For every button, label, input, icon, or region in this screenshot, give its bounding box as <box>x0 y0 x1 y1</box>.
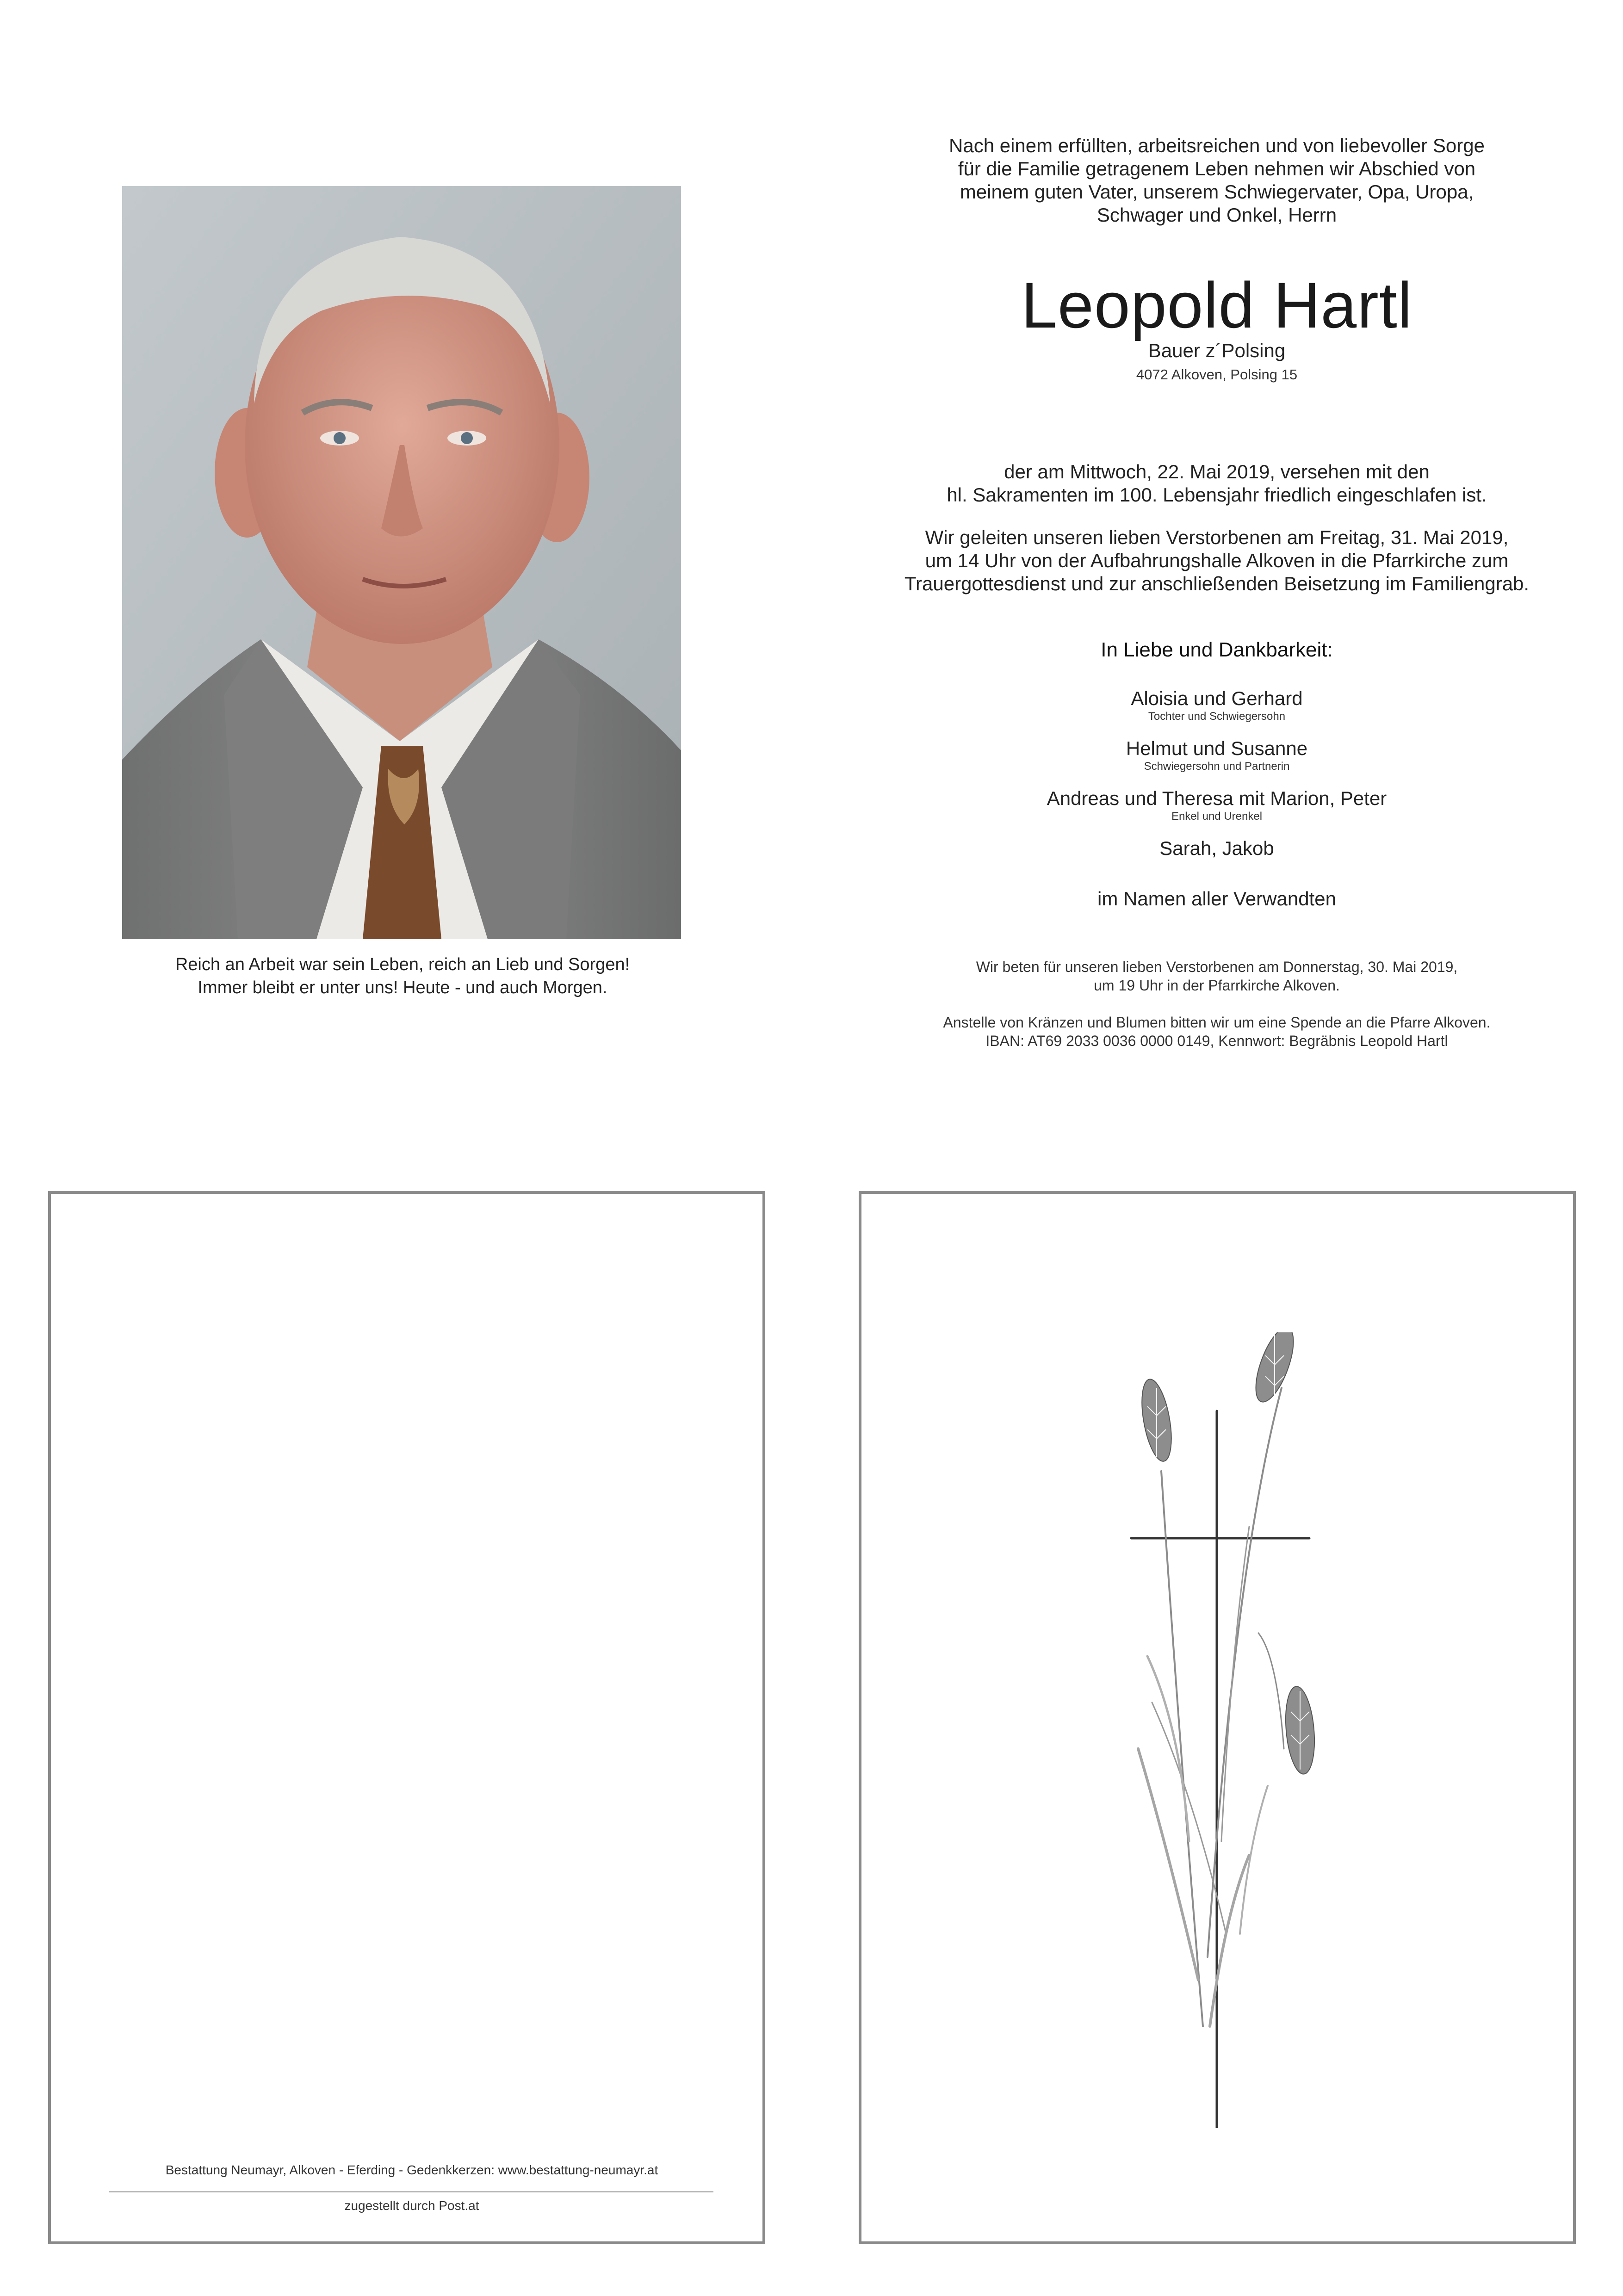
deceased-epithet: Bauer z´Polsing <box>1148 340 1286 361</box>
mourner-entry <box>861 737 1573 773</box>
death-notice <box>861 460 1573 507</box>
intro-line: meinem guten Vater, unserem Schwiegervater, Opa, Uropa, <box>960 181 1474 203</box>
back-cover-frame <box>48 1191 765 2244</box>
funeral-line: um 14 Uhr von der Aufbahrungshalle Alkoven in die Pfarrkirche zum <box>925 550 1509 571</box>
death-line: der am Mittwoch, 22. Mai 2019, versehen mit den <box>1004 461 1430 483</box>
funeral-notice <box>861 526 1573 595</box>
mourner-relation: Tochter und Schwiegersohn <box>1148 710 1286 723</box>
mourner-name: Aloisia und Gerhard <box>1131 687 1303 709</box>
delivery-note: zugestellt durch Post.at <box>344 2198 479 2213</box>
funeral-line: Wir geleiten unseren lieben Verstorbenen am Freitag, 31. Mai 2019, <box>925 526 1509 548</box>
memorial-quote <box>83 953 722 999</box>
relatives-line: im Namen aller Verwandten <box>1097 888 1336 910</box>
mourner-name: Helmut und Susanne <box>1126 737 1308 759</box>
intro-line: Nach einem erfüllten, arbeitsreichen und von liebevoller Sorge <box>949 135 1485 156</box>
donation-notice <box>861 1013 1573 1050</box>
mourner-entry <box>861 837 1573 860</box>
mourner-entry <box>861 787 1573 823</box>
deceased-address: 4072 Alkoven, Polsing 15 <box>1136 366 1298 383</box>
donation-line: IBAN: AT69 2033 0036 0000 0149, Kennwort: Begräbnis Leopold Hartl <box>985 1033 1448 1049</box>
prayer-notice <box>861 958 1573 995</box>
portrait-photo <box>122 186 681 939</box>
mourner-name: Andreas und Theresa mit Marion, Peter <box>1047 787 1387 809</box>
footer-divider <box>109 2191 713 2192</box>
death-line: hl. Sakramenten im 100. Lebensjahr friedlich eingeschlafen ist. <box>947 484 1487 506</box>
intro-line: Schwager und Onkel, Herrn <box>1096 204 1337 226</box>
quote-line: Immer bleibt er unter uns! Heute - und auch Morgen. <box>198 978 607 997</box>
quote-line: Reich an Arbeit war sein Leben, reich an Lieb und Sorgen! <box>175 955 630 974</box>
undertaker-credit: Bestattung Neumayr, Alkoven - Eferding - Gedenkkerzen: www.bestattung-neumayr.at <box>165 2163 658 2177</box>
intro-line: für die Familie getragenem Leben nehmen wir Abschied von <box>958 158 1476 179</box>
intro-text <box>861 134 1573 227</box>
cross-with-wheat-icon <box>1110 1332 1351 2128</box>
prayer-line: um 19 Uhr in der Pfarrkirche Alkoven. <box>1094 977 1340 994</box>
thanks-heading: In Liebe und Dankbarkeit: <box>1101 638 1333 661</box>
prayer-line: Wir beten für unseren lieben Verstorbenen am Donnerstag, 30. Mai 2019, <box>976 959 1458 975</box>
mourner-name: Sarah, Jakob <box>1159 837 1274 859</box>
mourner-relation: Schwiegersohn und Partnerin <box>1144 760 1290 773</box>
mourner-relation: Enkel und Urenkel <box>1171 810 1263 823</box>
funeral-line: Trauergottesdienst und zur anschließenden Beisetzung im Familiengrab. <box>904 573 1530 594</box>
deceased-name: Leopold Hartl <box>1021 269 1412 341</box>
mourners-list <box>861 687 1573 874</box>
mourner-entry <box>861 687 1573 723</box>
donation-line: Anstelle von Kränzen und Blumen bitten wir um eine Spende an die Pfarre Alkoven. <box>943 1014 1491 1031</box>
